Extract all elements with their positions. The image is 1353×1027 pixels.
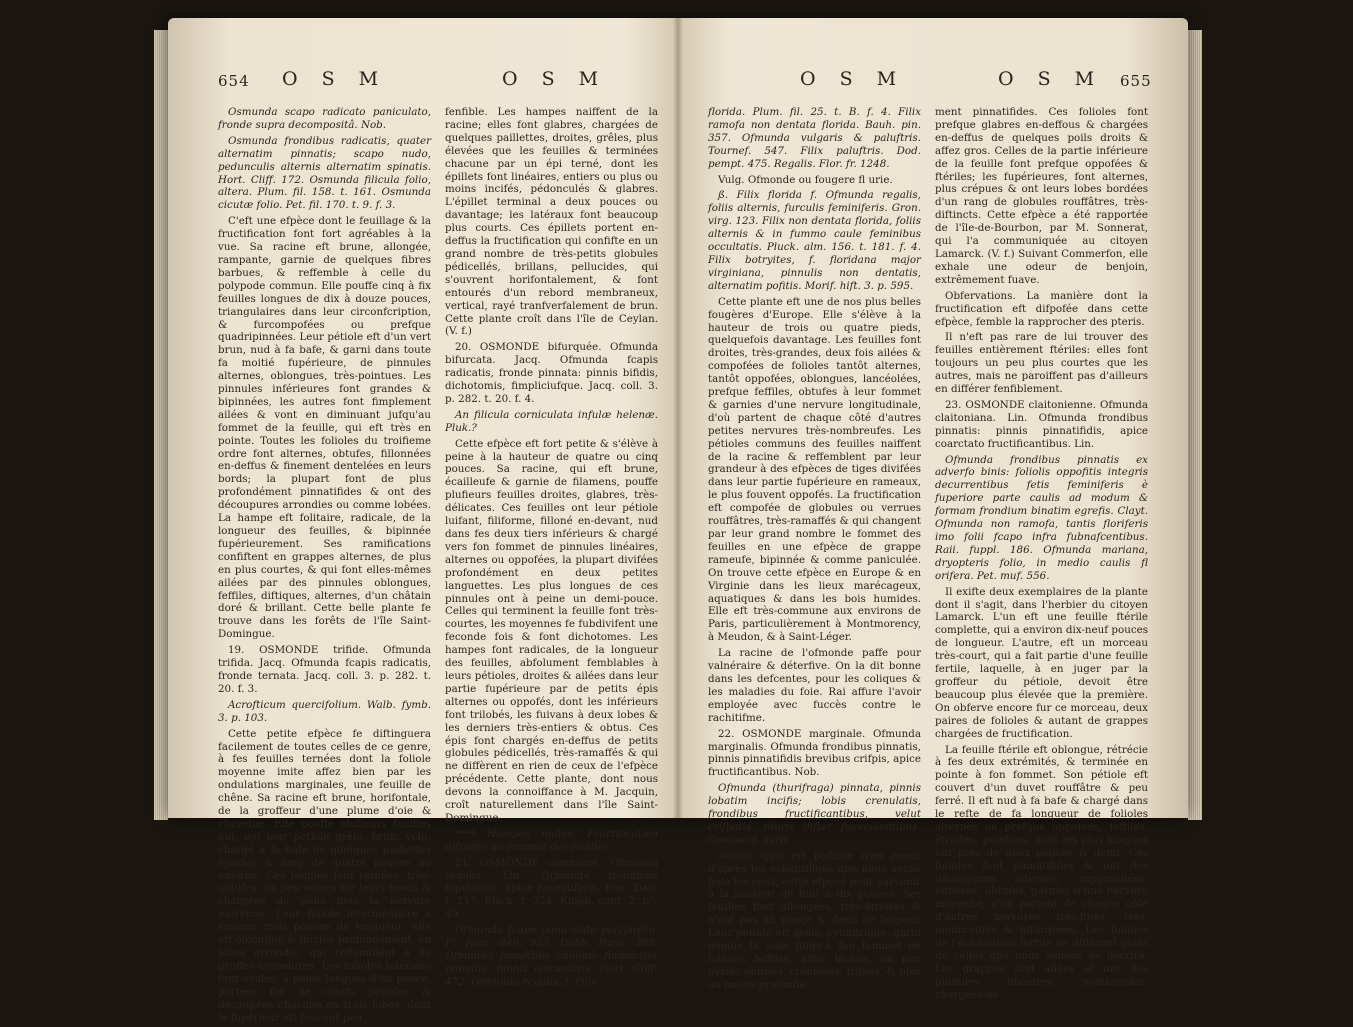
species-heading: 23. OSMONDE claitonienne. Ofmunda claitoniana. Lin. Ofmunda frondibus pinnatis: pinnis pinnatifidis, apice coarctato fructificantibus. Lin. — [935, 398, 1148, 450]
paragraph: Ofmunda frondibus pinnatis ex adverfo binis: foliolis oppofitis integris decurrentibus fetis feminiferis è fuperiore parte caulis ad modum & formam frondium binatim egrefis. Clayt. Ofmunda non ramofa, tantis floriferis imo folii fcapo infra fubnafcentibus. Raii. fuppl. 186. Ofmunda mariana, dryopteris folio, in medio caulis fl orifera. Pet. muf. 556. — [935, 453, 1148, 582]
paragraph: Acrofticum quercifolium. Walb. fymb. 3. p. 103. — [218, 698, 431, 724]
section-heading: **** Hampes nulles. Fructification difpofée au fommet des feuilles. — [445, 827, 658, 853]
species-heading: 20. OSMONDE bifurquée. Ofmunda bifurcata. Jacq. Ofmunda fcapis radicatis, fronde pinnata: pinnis bifidis, dichotomis, fimpliciufque. Jacq. coll. 3. p. 282. t. 20. f. 4. — [445, 341, 658, 405]
paragraph: Ofmunda fcapo paniculato polyphyllo. Fl. fuec. 840, 953. Dalib. Paris. 308. Ofmunda frondibus caulinis fimpliciter pinnatis: pinnis lanceolatis. Hort. Cliff. 472. Ofmunda regalis, f. Filix — [445, 924, 658, 988]
page-number: 654 — [218, 72, 250, 90]
left-page-edge — [154, 30, 168, 820]
right-page-header — [708, 66, 1158, 106]
paragraph: Osmunda frondibus radicatis, quater alternatim pinnatis; scapo nudo, pedunculis alternis alternatim spinatis. Hort. Cliff. 172. Osmunda filicula folio, altera. Plum. fil. 158. t. 161. Osmunda cicutæ folio. Pet. fil. 170. t. 9. f. 3. — [218, 134, 431, 212]
left-page-header — [218, 66, 658, 106]
page-number: 655 — [1120, 72, 1152, 90]
right-page — [708, 18, 1158, 1001]
book-spread — [168, 18, 1188, 1024]
right-page-column-1 — [708, 106, 921, 1005]
left-page-column-2 — [445, 106, 658, 1027]
paragraph: Cette petite efpèce fe diftinguera facilement de toutes celles de ce genre, à fes feuilles ternées dont la foliole moyenne imite affez bien par les ondulations marginales, une feuille de chêne. Sa racine eft brune, horifontale, de la groffeur d'une plume d'oie & chevelue. Elle pouffe plufieurs feuilles qui, out leur pétiole grêle, brun, velu, chargé à fa bafe de quelques paillettes éparfes & long de quatre pouces ou environ. Ces feuilles font ternées, très-obtufes, un peu velues fur leurs bords & chargées de poils fous la nervure moyenne. Leur foliole intermédiaire a environ trois pouces de longueur; elle eft oblongue & incifée profondément, en lobes arrondis, qui reffemblent à de groffes crénelures. Les folioles latérales font ovales, à peine longues d'un pouce, portées fur de courts pétioles & découpées chacune en trois lobes, dont le fupérieur eft fouvent peu — [218, 727, 431, 1024]
running-head-left: O S M — [282, 68, 388, 90]
paragraph: La racine de l'ofmonde paffe pour valnéraire & déterfive. On la dit bonne dans les defcentes, pour les coliques & les maladies du foie. Rai affure l'avoir employée avec fuccès contre le rachitifme. — [708, 647, 921, 724]
paragraph: Osmunda scapo radicato paniculato, fronde supra decompositâ. Nob. — [218, 106, 431, 131]
right-page-column-2 — [935, 106, 1148, 1005]
left-page — [218, 18, 658, 1024]
paragraph: Il exifte deux exemplaires de la plante dont il s'agit, dans l'herbier du citoyen Lamarck. L'un eft une feuille ftérile complette, qui a environ dix-neuf pouces de longueur. L'autre, eft un morceau très-court, qui a fait partie d'une feuille fertile, laquelle, à en juger par la groffeur du pétiole, devoit être beaucoup plus élevée que la première. On obferve encore fur ce morceau, deux paires de folioles & autant de grappes chargées de fructification. — [935, 585, 1148, 740]
paragraph: florida. Plum. fil. 25. t. B. f. 4. Filix ramofa non dentata florida. Bauh. pin. 357. Ofmunda vulgaris & paluftris. Tournef. 547. Filix paluftris. Dod. pempt. 475. Regalis. Flor. fr. 1248. — [708, 106, 921, 170]
right-page-edge — [1188, 30, 1202, 820]
paragraph: C'eft une efpèce dont le feuillage & la fructification font fort agréables à la vue. Sa racine eft brune, allongée, rampante, garnie de quelques fibres barbues, & reffemble à celle du polypode commun. Elle pouffe cinq à fix feuilles longues de dix à douze pouces, triangulaires dans leur circonfcription, & furcompofées ou prefque quadripinnées. Leur pétiole eft d'un vert brun, nud à fa bafe, & garni dans toute fa moitié fupérieure, de pinnules alternes, oblongues, très-pointues. Les pinnules inférieures font grandes & bipinnées, les autres font fimplement ailées & vont en diminuant jufqu'au fommet de la feuille, qui eft très en pointe. Toutes les folioles du troifieme ordre font alternes, obtufes, fillonnées en-deffus & finement dentelées en leurs bords; la plupart font de plus profondément pinnatifides & ont des découpures arrondies ou comme lobées. La hampe eft folitaire, radicale, de la longueur des feuilles, & bipinnée fupérieurement. Ses ramifications confiftent en grappes alternes, de plus en plus courtes, & qui font elles-mêmes ailées par des pinnules oblongues, feffiles, diftiques, alternes, d'un châtain doré & brillant. Cette belle plante fe trouve dans les forêts de l'île Saint-Domingue. — [218, 215, 431, 641]
paragraph: ment pinnatifides. Ces folioles font prefque glabres en-deffous & chargées en-deffus de quelques poils droits & affez gros. Celles de la partie inférieure de la feuille font prefque oppofées & ftériles; les fupérieures, font alternes, plus crépues & ont leurs lobes bordées d'un rang de globules rouffâtres, très-diftincts. Cette efpèce a été rapportée de l'île-de-Bourbon, par M. Sonnerat, qui l'a communiquée au citoyen Lamarck. (V. f.) Suivant Commerfon, elle exhale une odeur de benjoin, extrêmement fuave. — [935, 106, 1148, 286]
paragraph: Autant qu'il eft poffible d'en juger, d'après les échantillons que nous avons fous les yeux, cette efpèce peut parvenir à la hauteur de huit à dix pouces. Ses feuilles font allongées, très-étroites & n'ont pas un pouce & demi de largeur. Leur pétiole eft grêle, cylindrique, garni depuis fa bafe jufqu'à fon fommet de folioles feffiles, affez lâches, un peu ovales obtufes, crénelées, frifées, & plus ou moins profondé- — [708, 849, 921, 991]
left-page-column-1 — [218, 106, 431, 1027]
paragraph: Cette efpèce eft fort petite & s'élève à peine à la hauteur de quatre ou cinq pouces. Sa racine, qui eft brune, écailleufe & garnie de filamens, pouffe plufieurs feuilles droites, glabres, très-délicates. Ces feuilles ont leur pétiole luifant, filiforme, filloné en-devant, nud dans fes deux tiers inférieurs & chargé vers fon fommet de pinnules linéaires, alternes ou oppofées, la plupart divifées profondément en deux petites languettes. Les plus longues de ces pinnules ont à peine un demi-pouce. Celles qui terminent la feuille font très-courtes, les moyennes fe fubdivifent une feconde fois & font dichotomes. Les hampes font radicales, de la longueur des feuilles, abfolument femblables à leurs pétioles, droites & ailées dans leur partie fupérieure par de petits épis alternes ou oppofés, dont les inférieurs font trilobés, les fuivans à deux lobes & les derniers très-entiers & obtus. Ces épis font chargés en-deffus de petits globules pédicellés, très-ramaffés & qui ne diffèrent en rien de ceux de l'efpèce précédente. Cette plante, dont nous devons la connoiffance à M. Jacquin, croît naturellement dans l'île Saint-Domingue. — [445, 437, 658, 824]
running-head-right: O S M — [998, 68, 1104, 90]
paragraph: Obfervations. La manière dont la fructification eft difpofée dans cette efpèce, femble la rapprocher des pteris. — [935, 289, 1148, 328]
paragraph: Vulg. Ofmonde ou fougere fl urie. — [718, 173, 893, 186]
species-heading: 21. OSMONDE commune. Ofmunda regalis. Lin. Ofmunda frondibus bipinnatis, apice racemiferis. Flor. Dan. t. 217. Black. t. 324. Kniph. cent. 2. n°. 49. — [445, 856, 658, 921]
paragraph: Il n'eft pas rare de lui trouver des feuilles entièrement ftériles: elles font toujours un peu plus courtes que les autres, mais ne paroiffent pas d'ailleurs en différer fenfiblement. — [935, 331, 1148, 396]
paragraph: fenfible. Les hampes naiffent de la racine; elles font glabres, chargées de quelques paillettes, droites, grêles, plus élevées que les feuilles & terminées chacune par un épi terné, dont les épillets font linéaires, entiers ou plus ou moins incifés, pédonculés & glabres. L'épillet terminal a deux pouces ou davantage; les latéraux font beaucoup plus courts. Ces épillets portent en-deffus la fructification qui confifte en un grand nombre de très-petits globules pédicellés, brillans, pellucides, qui s'ouvrent horifontalement, & font entourés d'un rebord membraneux, vertical, rayé tranfverfalement de brun. Cette plante croît dans l'île de Ceylan. (V. f.) — [445, 106, 658, 338]
paragraph: Ofmunda (thurifraga) pinnata, pinnis lobatim incifis; lobis crenulatis, frondibus fructificantibus, velut crifpatis, thuris inftar fuaveolentibus. Commerf. herb. — [708, 782, 921, 846]
paragraph: Cette plante eft une de nos plus belles fougères d'Europe. Elle s'élève à la hauteur de trois ou quatre pieds, quelquefois davantage. Les feuilles font droites, très-grandes, deux fois ailées & compofées de folioles tantôt alternes, tantôt oppofées, oblongues, lancéolées, prefque feffiles, obtufes à leur fommet & garnies d'une nervure longitudinale, d'où partent de chaque côté d'autres petites nervures très-nombreufes. Les pétioles communs des feuilles naiffent de la racine & reffemblent par leur grandeur à des efpèces de tiges divifées dans leur partie fupérieure en rameaux, le plus fouvent oppofés. La fructification eft compofée de globules ou verrues rouffâtres, très-ramaffés & qui changent par leur grand nombre le fommet des feuilles en une efpèce de grappe rameufe, bipinnée & comme paniculée. On trouve cette efpèce en Europe & en Virginie dans les lieux marécageux, aquatiques & dans les bois humides. Elle eft très-commune aux environs de Paris, particulièrement à Montmorency, à Meudon, & à Saint-Léger. — [708, 295, 921, 644]
species-heading: 22. OSMONDE marginale. Ofmunda marginalis. Ofmunda frondibus pinnatis, pinnis pinnatifidis brevibus crifpis, apice fructificantibus. Nob. — [708, 727, 921, 779]
paragraph: ß. Filix florida f. Ofmunda regalis, foliis alternis, furculis feminiferis. Gron. virg. 123. Filix non dentata florida, foliis alternis & in fummo caule feminibus occultatis. Pluck. alm. 156. t. 181. f. 4. Filix botryites, f. floridana major virginiana, pinnulis non dentatis, alternatim pofitis. Morif. hift. 3. p. 595. — [708, 189, 921, 292]
paragraph: An filicula corniculata infulæ helenæ. Pluk.? — [445, 408, 658, 434]
species-heading: 19. OSMONDE trifide. Ofmunda trifida. Jacq. Ofmunda fcapis radicatis, fronde ternata. Jacq. coll. 3. p. 282. t. 20. f. 3. — [218, 644, 431, 695]
paragraph: La feuille ftérile eft oblongue, rétrécie à fes deux extrémités, & terminée en pointe à fon fommet. Son pétiole eft couvert d'un duvet rouffâtre & peu ferré. Il eft nud à fa bafe & chargé dans le refte de fa longueur de folioles alternes ou prefque oppofées, feffiles, étroites, pointues, dont les plus longues ont près de deux pouces & demi. Ces folioles font pinnatifides & ont des découpures alternes, rapprochées, entières, obtufes, garnies d'une nervure moyenne, d'où partent de chaque côté d'autres nervures très-fines, très-nombreufes & bifurquées. Les folioles de l'échantillon fertile ne différent point de celles que nous venons de décrire. Les grappes font ailées et ont des pinnules linéaires, nombreufes, chargées de — [935, 743, 1148, 1001]
running-head-right: O S M — [502, 68, 608, 90]
running-head-left: O S M — [800, 68, 906, 90]
